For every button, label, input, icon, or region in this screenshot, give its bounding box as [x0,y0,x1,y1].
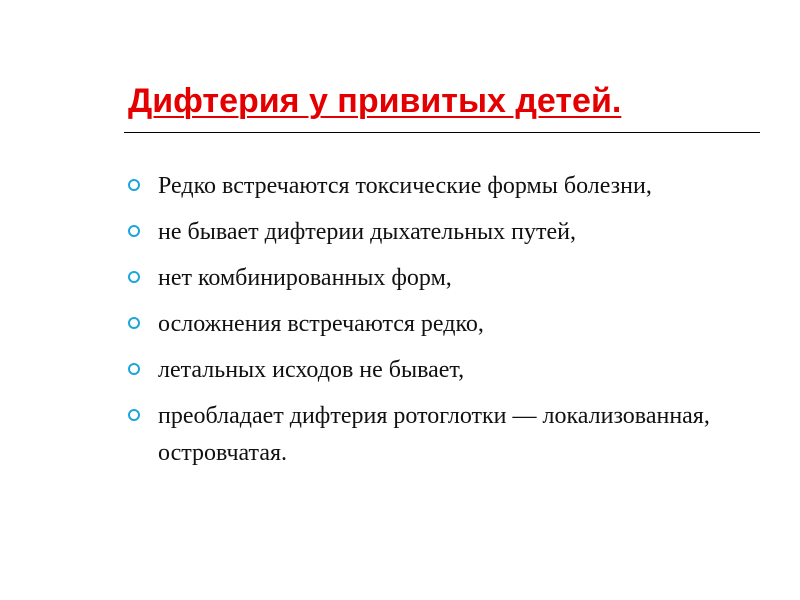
circle-bullet-icon [128,271,140,283]
title-divider [124,132,760,133]
bullet-list [128,168,768,481]
list-item-text: преобладает дифтерия ротоглотки — локализованная, островчатая. [158,403,710,466]
list-item [128,214,768,251]
slide-title: Дифтерия у привитых детей. [128,82,622,120]
list-item [128,168,768,205]
list-item-text: летальных исходов не бывает, [158,357,465,383]
circle-bullet-icon [128,317,140,329]
circle-bullet-icon [128,363,140,375]
list-item [128,260,768,297]
circle-bullet-icon [128,409,140,421]
list-item [128,398,768,472]
list-item-text: осложнения встречаются редко, [158,311,484,337]
circle-bullet-icon [128,225,140,237]
circle-bullet-icon [128,179,140,191]
list-item-text: не бывает дифтерии дыхательных путей, [158,219,576,245]
list-item [128,306,768,343]
list-item [128,352,768,389]
list-item-text: нет комбинированных форм, [158,265,452,291]
list-item-text: Редко встречаются токсические формы болезни, [158,173,652,199]
